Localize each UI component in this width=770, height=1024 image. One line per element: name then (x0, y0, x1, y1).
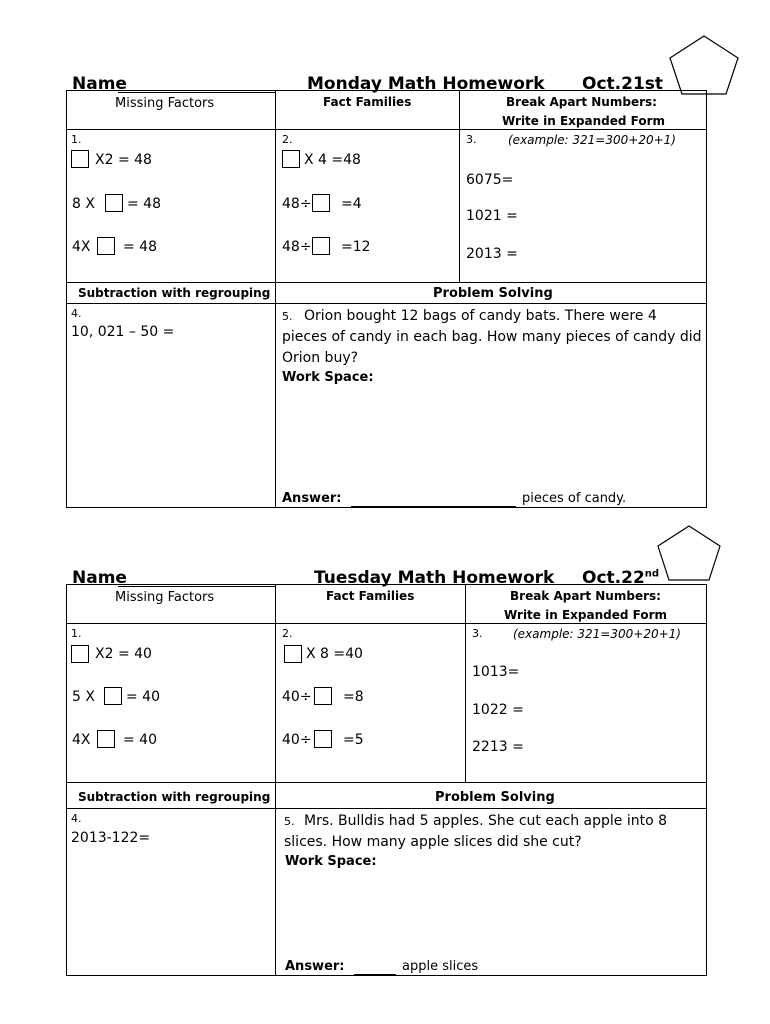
work-space-label: Work Space: (285, 854, 377, 869)
subtraction-heading: Subtraction with regrouping (78, 790, 271, 804)
answer-blank-line[interactable] (351, 506, 516, 507)
missing-factors-heading: Missing Factors (115, 96, 215, 111)
example-text: (example: 321=300+20+1) (508, 133, 676, 147)
answer-box[interactable] (71, 150, 89, 168)
answer-box[interactable] (104, 687, 122, 705)
problem-solving-heading: Problem Solving (435, 790, 555, 805)
example-text: (example: 321=300+20+1) (513, 627, 681, 641)
subtraction-problem: 10, 021 – 50 = (71, 324, 175, 340)
name-label: Name (72, 74, 127, 94)
problem-solving-heading: Problem Solving (433, 286, 553, 301)
expanded-form-heading: Write in Expanded Form (504, 608, 667, 622)
fact-families-heading: Fact Families (323, 95, 412, 109)
break-apart-heading: Break Apart Numbers: (506, 95, 657, 109)
answer-box[interactable] (314, 687, 332, 705)
expanded-form-heading: Write in Expanded Form (502, 114, 665, 128)
sheet-title: Monday Math Homework (307, 74, 545, 94)
answer-box[interactable] (312, 237, 330, 255)
worksheet-table (66, 584, 707, 976)
sheet-date: Oct.21st (582, 74, 664, 94)
answer-box[interactable] (97, 237, 115, 255)
word-problem: Mrs. Bulldis had 5 apples. She cut each apple into 8 slices. How many apple slices did she cut? (284, 813, 668, 850)
break-apart-heading: Break Apart Numbers: (510, 589, 661, 603)
answer-box[interactable] (282, 150, 300, 168)
answer-box[interactable] (105, 194, 123, 212)
missing-factors-heading: Missing Factors (115, 590, 215, 605)
subtraction-heading: Subtraction with regrouping (78, 286, 271, 300)
answer-box[interactable] (284, 645, 302, 663)
answer-box[interactable] (314, 730, 332, 748)
answer-box[interactable] (312, 194, 330, 212)
answer-label: Answer: (282, 491, 342, 506)
subtraction-problem: 2013-122= (71, 830, 151, 846)
sheet-date: Oct.22nd (582, 568, 660, 588)
answer-box[interactable] (71, 645, 89, 663)
sheet-title: Tuesday Math Homework (314, 568, 555, 588)
question-number: 1. (71, 133, 82, 146)
name-label: Name (72, 568, 127, 588)
work-space-label: Work Space: (282, 370, 374, 385)
answer-box[interactable] (97, 730, 115, 748)
answer-label: Answer: (285, 959, 345, 974)
fact-families-heading: Fact Families (326, 589, 415, 603)
word-problem: Orion bought 12 bags of candy bats. There were 4 pieces of candy in each bag. How many pieces of candy did Orion buy? (282, 308, 702, 366)
answer-blank-line[interactable] (354, 974, 396, 975)
